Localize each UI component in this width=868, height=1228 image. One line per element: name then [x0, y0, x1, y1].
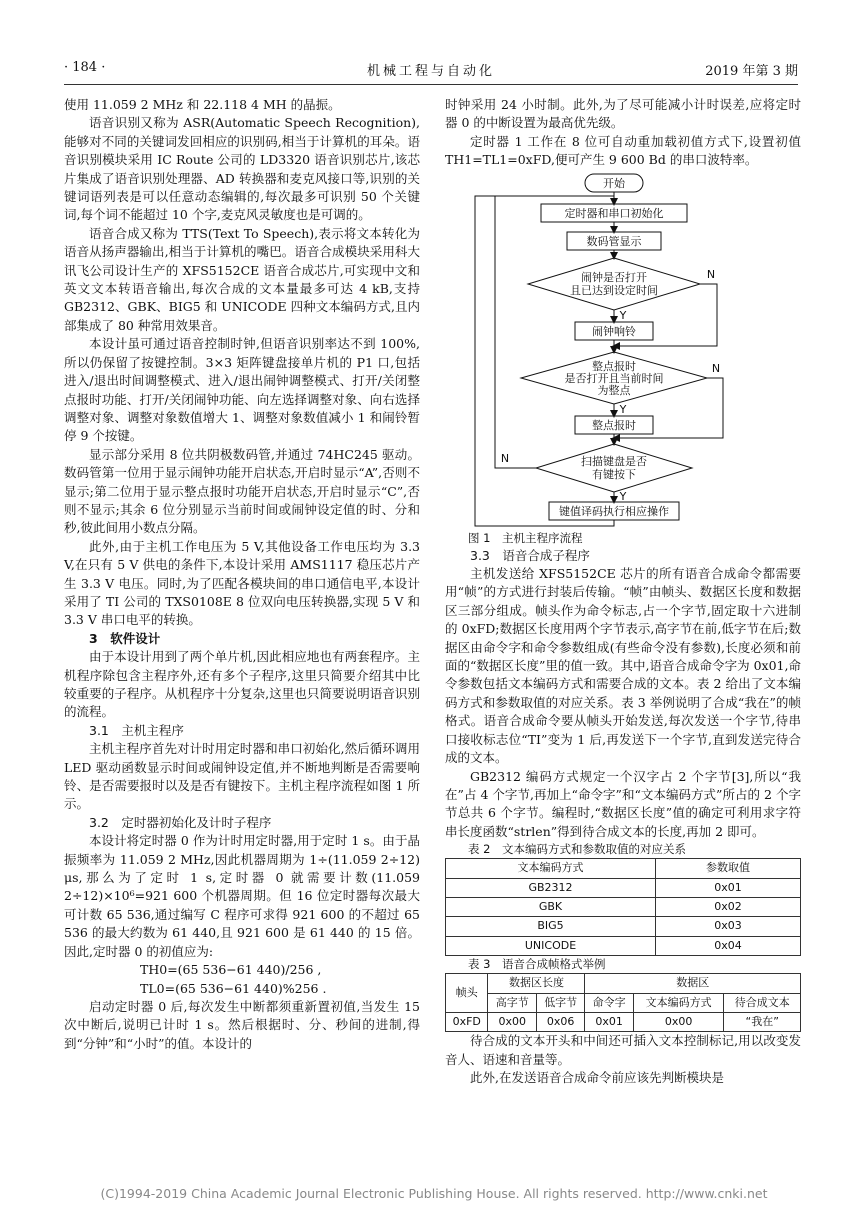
- paragraph: 使用 11.059 2 MHz 和 22.118 4 MH 的晶振。: [64, 97, 341, 112]
- table-cell: 0xFD: [446, 1012, 488, 1031]
- right-column: [445, 96, 801, 1088]
- yes-label: Y: [619, 489, 627, 503]
- table-caption: 表 3 语音合成帧格式举例: [468, 957, 606, 972]
- equation: TH0=(65 536−61 440)/256 ,: [140, 962, 322, 978]
- paragraph: 此外,由于主机工作电压为 5 V,其他设备工作电压均为 3.3 V,在只有 5 V 供电的条件下,本设计采用 AMS1117 稳压芯片产生 3.3 V 电压。同时,为了匹配各模块间的串口通信电平,本设计采用了 TI 公司的 TXS0108E 8 位双向电压转换器,实现 5 V 和 3.3 V 串口电平的转换。: [64, 538, 420, 628]
- equation: TL0=(65 536−61 440)%256 .: [140, 980, 327, 996]
- start-label: 开始: [603, 176, 625, 190]
- table-header: 数据区: [585, 974, 801, 993]
- paragraph: 语音识别又称为 ASR(Automatic Speech Recognition),能够对不同的关键词发回相应的识别码,相当于计算机的耳朵。语音识别模块采用 IC Route 公司的 LD3320 语音识别芯片,该芯片集成了语音识别处理器、AD 转换器和麦克风接口等,识别的关键词语列表是可以任意动态编辑的,每次最多可识别 50 个关键词,每个词不能超过 10 个字,麦克风灵敏度也是可调的。: [64, 115, 420, 223]
- table-subheader: 命令字: [585, 993, 633, 1012]
- report-question: 是否打开且当前时间: [564, 371, 664, 385]
- paragraph: 显示部分采用 8 位共阴极数码管,并通过 74HC245 驱动。数码管第一位用于显示闹钟功能开启状态,开启时显示“A”,否则不显示;第二位用于显示整点报时功能开启状态,开启时显示“C”,否则不显示;其余 6 位分别显示当前时间或闹钟设定值的时、分和秒,彼此间用小数点分隔。: [64, 446, 420, 536]
- display-label: 数码管显示: [586, 234, 642, 248]
- paragraph: 主机主程序首先对计时用定时器和串口初始化,然后循环调用 LED 驱动函数显示时间或闹钟设定值,并不断地判断是否需要响铃、是否需要报时以及是否有键按下。主机主程序流程如图 1 所示。: [64, 741, 420, 812]
- table-row: [446, 878, 801, 897]
- report-question: 为整点: [597, 383, 631, 397]
- paragraph: 主机发送给 XFS5152CE 芯片的所有语音合成命令都需要用“帧”的方式进行封装后传输。“帧”由帧头、数据区长度和数据区三部分组成。帧头作为命令标志,占一个字节,固定取十六进制的 0xFD;数据区长度用两个字节表示,高字节在前,低字节在后;数据区由命令字和命令参数组成(有些命令没有参数),长度必须和前面的“数据区长度”里的值一致。其中,语音合成命令字为 0x01,命令参数包括文本编码方式和需要合成的文本。表 2 给出了文本编码方式和参数取值的对应关系。表 3 举例说明了合成“我在”的帧格式。语音合成命令要从帧头开始发送,每次发送一个字节,待串口接收标志位“TI”变为 1 后,再发送下一个字节,直到发送完待合成的文本。: [445, 566, 801, 766]
- paragraph: 启动定时器 0 后,每次发生中断都须重新置初值,当发生 15 次中断后,说明已计时 1 s。然后根据时、分、秒间的进制,得到“分钟”和“小时”的值。本设计的: [64, 998, 420, 1051]
- table-row: [446, 936, 801, 955]
- paragraph: 本设计虽可通过语音控制时钟,但语音识别率达不到 100%,所以仍保留了按键控制。3×3 矩阵键盘接单片机的 P1 口,包括进入/退出时间调整模式、进入/退出闹钟调整模式、打开/关闭整点报时功能、打开/关闭闹钟功能、向左选择调整对象、向右选择调整对象、调整对象数值增大 1、调整对象数值减小 1 和闹铃暂停 9 个按键。: [64, 336, 420, 444]
- subsection-heading: 3.3 语音合成子程序: [470, 547, 590, 563]
- table-header: 参数取值: [656, 859, 801, 878]
- paragraph: 时钟采用 24 小时制。此外,为了尽可能减小计时误差,应将定时器 0 的中断设置为最高优先级。: [445, 97, 801, 131]
- journal-title: 机械工程与自动化: [366, 64, 495, 79]
- table-cell: 0x01: [656, 878, 801, 897]
- ring-label: 闹钟响铃: [592, 324, 636, 338]
- issue-label: 2019 年第 3 期: [705, 64, 798, 79]
- alarm-question: 且已达到设定时间: [570, 283, 658, 297]
- paragraph: 此外,在发送语音合成命令前应该先判断模块是: [470, 1070, 724, 1086]
- table-cell: GB2312: [446, 878, 656, 897]
- table-header: 帧头: [446, 974, 488, 1013]
- no-label: N: [500, 451, 510, 465]
- table-subheader: 低字节: [536, 993, 584, 1012]
- table-row: [446, 897, 801, 916]
- table-subheader: 高字节: [488, 993, 536, 1012]
- yes-label: Y: [619, 402, 627, 416]
- yes-label: Y: [619, 308, 627, 322]
- table-cell: 0x04: [656, 936, 801, 955]
- copyright-footer: (C)1994-2019 China Academic Journal Electronic Publishing House. All rights reserved. http://www.cnki.net: [100, 1186, 768, 1201]
- flowchart: [445, 170, 801, 530]
- table-cell: 0x00: [488, 1012, 536, 1031]
- table-encoding: [445, 858, 801, 956]
- report-label: 整点报时: [592, 418, 636, 432]
- table-cell: “我在”: [724, 1012, 801, 1031]
- key-question: 有键按下: [592, 467, 636, 481]
- paragraph: GB2312 编码方式规定一个汉字占 2 个字节[3],所以“我在”占 4 个字节,再加上“命令字”和“文本编码方式”所占的 2 个字节总共 6 个字节。编程时,“数据区长度”值的确定可利用求字符串长度函数“strlen”得到待合成文本的长度,再加 2 即可。: [445, 768, 801, 839]
- header-rule: [64, 84, 798, 85]
- subsection-heading: 3.2 定时器初始化及计时子程序: [89, 814, 272, 830]
- table-cell: GBK: [446, 897, 656, 916]
- exec-label: 键值译码执行相应操作: [559, 504, 669, 518]
- no-label: N: [711, 361, 721, 375]
- init-label: 定时器和串口初始化: [564, 206, 664, 220]
- table-header: 数据区长度: [488, 974, 585, 993]
- report-question: 整点报时: [592, 359, 636, 373]
- table-row: [446, 1012, 801, 1031]
- figure-caption: 图 1 主机主程序流程: [468, 530, 583, 545]
- table-caption: 表 2 文本编码方式和参数取值的对应关系: [468, 842, 686, 857]
- key-question: 扫描键盘是否: [581, 454, 647, 468]
- table-cell: BIG5: [446, 917, 656, 936]
- table-row: [446, 917, 801, 936]
- table-cell: 0x06: [536, 1012, 584, 1031]
- paragraph: 语音合成又称为 TTS(Text To Speech),表示将文本转化为语音从扬声器输出,相当于计算机的嘴巴。语音合成模块采用科大讯飞公司设计生产的 XFS5152CE 语音合成芯片,可实现中文和英文文本转语音输出,每次合成的文本量最多可达 4 kB,支持 GB2312、GBK、BIG5 和 UNICODE 四种文本编码方式,且内部集成了 80 种常用效果音。: [64, 225, 420, 333]
- section-heading: 3 软件设计: [89, 630, 161, 646]
- table-subheader: 待合成文本: [724, 993, 801, 1012]
- table-subheader: 文本编码方式: [633, 993, 724, 1012]
- no-label: N: [706, 267, 716, 281]
- paragraph: 待合成的文本开头和中间还可插入文本控制标记,用以改变发音人、语速和音量等。: [445, 1033, 801, 1067]
- table-cell: 0x00: [633, 1012, 724, 1031]
- page-header: [64, 60, 798, 84]
- table-header: 文本编码方式: [446, 859, 656, 878]
- table-cell: 0x03: [656, 917, 801, 936]
- flowchart-figure: [445, 170, 801, 530]
- paragraph: 由于本设计用到了两个单片机,因此相应地也有两套程序。主机程序除包含主程序外,还有多个子程序,这里只简要介绍其中比较重要的子程序。从机程序十分复杂,这里也只简要说明语音识别的流程。: [64, 649, 420, 720]
- left-column: [64, 96, 420, 1053]
- table-cell: 0x02: [656, 897, 801, 916]
- table-cell: 0x01: [585, 1012, 633, 1031]
- alarm-question: 闹钟是否打开: [581, 270, 647, 284]
- page-number: · 184 ·: [64, 60, 106, 75]
- table-cell: UNICODE: [446, 936, 656, 955]
- paragraph: 本设计将定时器 0 作为计时用定时器,用于定时 1 s。由于晶振频率为 11.059 2 MHz,因此机器周期为 1÷(11.059 2÷12) μs,那么为了定时 1 s,定时器 0 就需要计数(11.059 2÷12)×10⁶=921 600 个机器周期。但 16 位定时器每次最大可计数 65 536,通过编写 C 程序可求得 921 600 的不超过 65 536 的最大约数为 61 440,且 921 600 是 61 440 的 15 倍。因此,定时器 0 的初值应为:: [64, 833, 420, 959]
- paragraph: 定时器 1 工作在 8 位可自动重加载初值方式下,设置初值 TH1=TL1=0xFD,便可产生 9 600 Bd 的串口波特率。: [445, 133, 801, 168]
- table-frame: [445, 973, 801, 1032]
- subsection-heading: 3.1 主机主程序: [89, 722, 184, 738]
